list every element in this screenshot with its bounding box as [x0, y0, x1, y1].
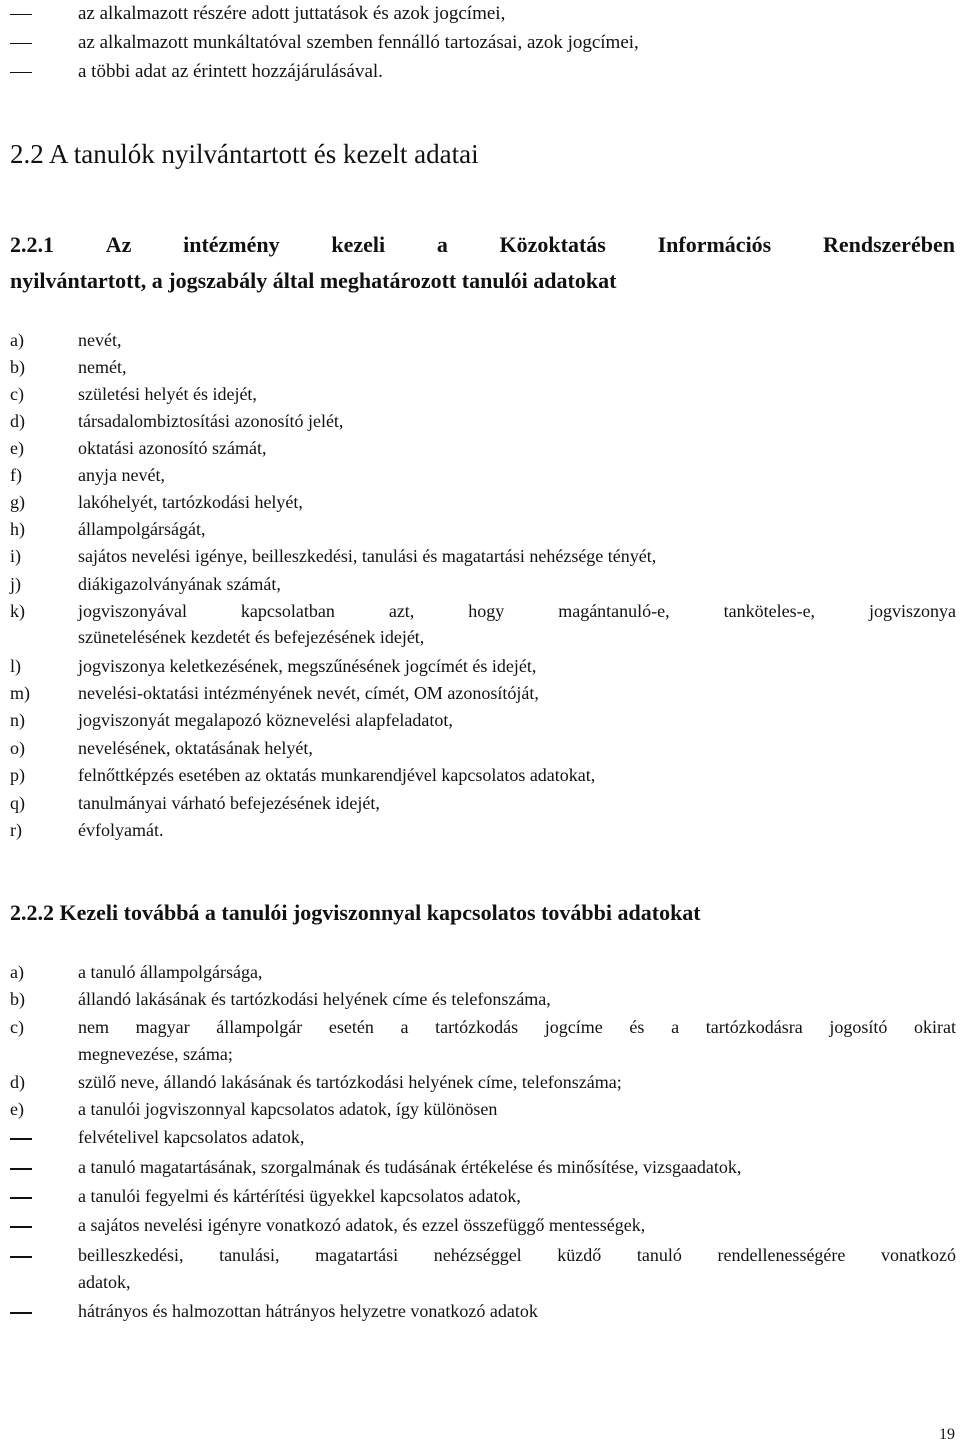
dash-item-text: az alkalmazott munkáltatóval szemben fennálló tartozásai, azok jogcímei,	[78, 32, 639, 53]
list-item-text: a tanuló állampolgársága,	[78, 962, 263, 982]
heading-word: 2.2.1	[10, 232, 54, 257]
heading-word: Információs	[657, 232, 772, 257]
list-item-label: d)	[10, 1072, 25, 1092]
section-heading: 2.2 A tanulók nyilvántartott és kezelt adatai	[10, 139, 479, 169]
list-item-label: o)	[10, 738, 25, 758]
dash-item-text: az alkalmazott részére adott juttatások és azok jogcímei,	[78, 3, 506, 24]
subsection-heading-line2: nyilvántartott, a jogszabály által meghatározott tanulói adatokat	[10, 268, 617, 293]
list-item-text: jogviszonya keletkezésének, megszűnésének jogcímét és idejét,	[78, 656, 537, 676]
list-item-label: e)	[10, 438, 24, 458]
dash-item-text: hátrányos és halmozottan hátrányos helyzetre vonatkozó adatok	[78, 1301, 538, 1321]
list-item-label: m)	[10, 683, 30, 703]
list-item-text: sajátos nevelési igénye, beilleszkedési, tanulási és magatartási nehézsége tényét,	[78, 546, 657, 566]
list-item-text: szülő neve, állandó lakásának és tartózkodási helyének címe, telefonszáma;	[78, 1072, 622, 1092]
dash-item-text: a sajátos nevelési igényre vonatkozó adatok, és ezzel összefüggő mentességek,	[78, 1215, 646, 1235]
list-item-text: állampolgárságát,	[78, 519, 206, 539]
subsection-heading-line1	[10, 230, 955, 260]
dash-marker	[0, 1244, 60, 1266]
list-item-text: jogviszonyát megalapozó köznevelési alapfeladatot,	[78, 710, 453, 730]
list-item-text: anyja nevét,	[78, 465, 165, 485]
list-item-text: oktatási azonosító számát,	[78, 438, 267, 458]
list-item-label: l)	[10, 656, 21, 676]
heading-word: kezeli	[331, 232, 386, 257]
dash-marker	[0, 1126, 60, 1148]
dash-marker	[0, 1300, 60, 1322]
list-item-label: j)	[10, 574, 21, 594]
list-item-label: b)	[10, 989, 25, 1009]
list-item-text: nevelési-oktatási intézményének nevét, címét, OM azonosítóját,	[78, 683, 539, 703]
dash-item-text: a tanulói fegyelmi és kártérítési ügyekkel kapcsolatos adatok,	[78, 1186, 521, 1206]
list-item-text: állandó lakásának és tartózkodási helyének címe és telefonszáma,	[78, 989, 551, 1009]
list-item-text: a tanulói jogviszonnyal kapcsolatos adatok, így különösen	[78, 1099, 498, 1119]
dash-item-text: felvételivel kapcsolatos adatok,	[78, 1127, 305, 1147]
heading-word: Közoktatás	[499, 232, 606, 257]
list-item-label: r)	[10, 820, 22, 840]
list-item-text: felnőttképzés esetében az oktatás munkarendjével kapcsolatos adatokat,	[78, 765, 596, 785]
list-item-text: lakóhelyét, tartózkodási helyét,	[78, 492, 303, 512]
list-item-text: születési helyét és idejét,	[78, 384, 257, 404]
list-item-label: d)	[10, 411, 25, 431]
list-item-label: a)	[10, 330, 24, 350]
subsection-heading: 2.2.2 Kezeli továbbá a tanulói jogviszonnyal kapcsolatos további adatokat	[10, 900, 701, 925]
dash-item-text: adatok,	[78, 1272, 131, 1292]
dash-marker	[0, 1214, 60, 1236]
list-item-label: c)	[10, 384, 24, 404]
list-item-label: b)	[10, 357, 25, 377]
dash-marker	[0, 1156, 60, 1178]
heading-word: Az	[105, 232, 132, 257]
dash-marker	[0, 32, 60, 54]
dash-item-text: beilleszkedési, tanulási, magatartási nehézséggel küzdő tanuló rendellenességére vonatkozó	[78, 1245, 956, 1265]
list-item-label: n)	[10, 710, 25, 730]
list-item-label: c)	[10, 1017, 24, 1037]
list-item-label: g)	[10, 492, 25, 512]
dash-marker	[0, 1185, 60, 1207]
list-item-text: jogviszonyával kapcsolatban azt, hogy magántanuló-e, tanköteles-e, jogviszonya	[78, 601, 956, 621]
heading-word: a	[436, 232, 448, 257]
list-item-text: évfolyamát.	[78, 820, 164, 840]
list-item-label: f)	[10, 465, 22, 485]
list-item-label: q)	[10, 793, 25, 813]
list-item-text: szünetelésének kezdetét és befejezésének idejét,	[78, 627, 425, 647]
dash-item-text: a tanuló magatartásának, szorgalmának és tudásának értékelése és minősítése, vizsgaadatok,	[78, 1157, 742, 1177]
dash-marker	[0, 3, 60, 25]
dash-item-text: a többi adat az érintett hozzájárulásával.	[78, 61, 383, 82]
list-item-text: társadalombiztosítási azonosító jelét,	[78, 411, 344, 431]
page-number: 19	[939, 1426, 955, 1443]
list-item-text: nem magyar állampolgár esetén a tartózkodás jogcíme és a tartózkodásra jogosító okirat	[78, 1017, 956, 1037]
list-item-text: diákigazolványának számát,	[78, 574, 281, 594]
dash-marker	[0, 61, 60, 83]
list-item-label: k)	[10, 601, 25, 621]
list-item-text: nevét,	[78, 330, 122, 350]
list-item-text: nevelésének, oktatásának helyét,	[78, 738, 313, 758]
list-item-label: e)	[10, 1099, 24, 1119]
list-item-label: i)	[10, 546, 21, 566]
list-item-label: h)	[10, 519, 25, 539]
list-item-text: tanulmányai várható befejezésének idejét,	[78, 793, 380, 813]
list-item-text: megnevezése, száma;	[78, 1044, 233, 1064]
list-item-label: a)	[10, 962, 24, 982]
heading-word: intézmény	[183, 232, 280, 257]
list-item-label: p)	[10, 765, 25, 785]
list-item-text: nemét,	[78, 357, 127, 377]
heading-word: Rendszerében	[822, 232, 955, 257]
